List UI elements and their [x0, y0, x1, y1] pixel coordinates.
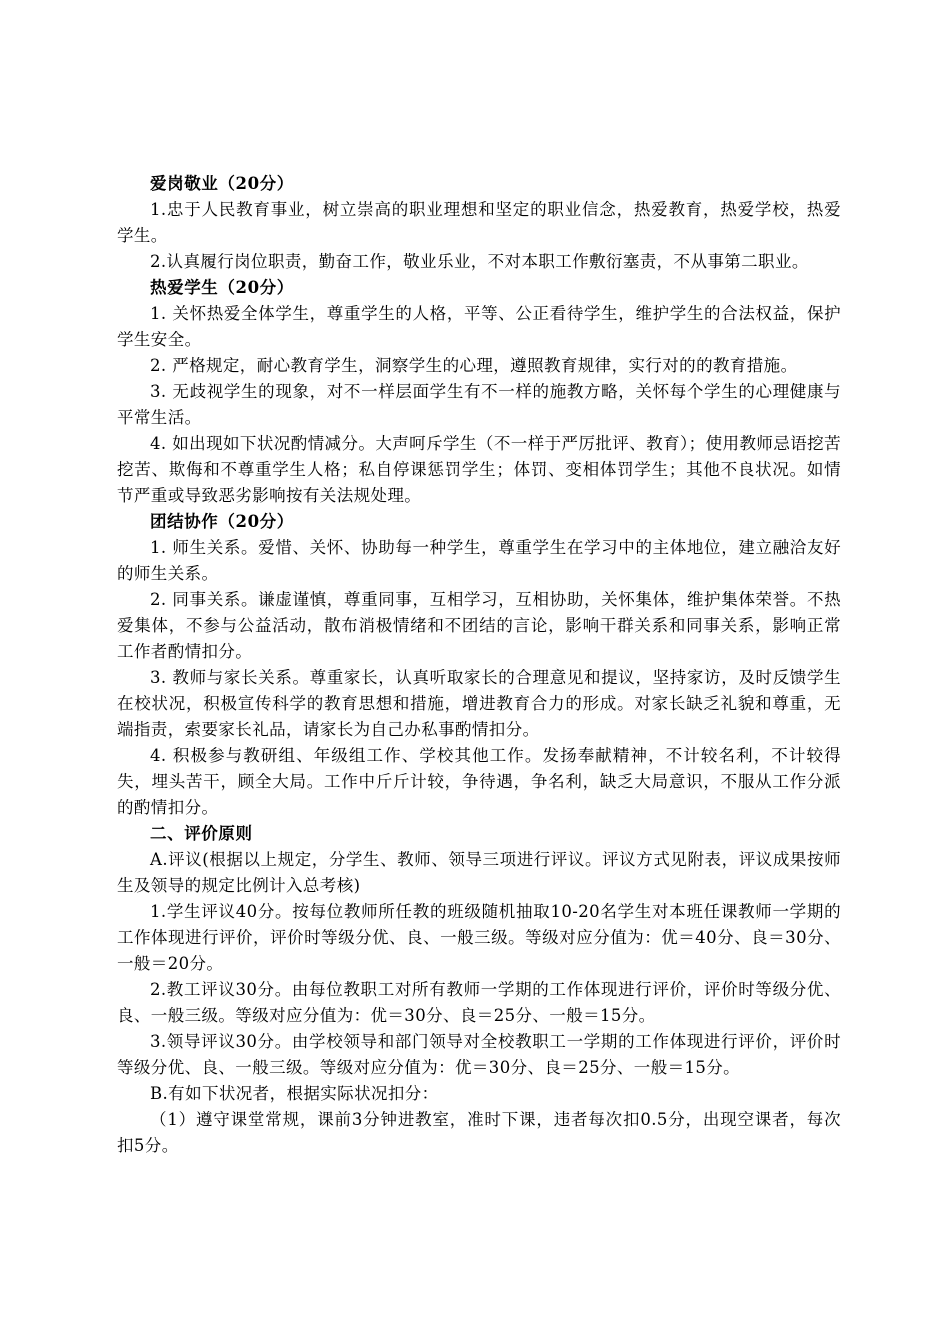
paragraph: 3.领导评议30分。由学校领导和部门领导对全校教职工一学期的工作体现进行评价，评价时等级分优、良、一般三级。等级对应分值为：优＝30分、良＝25分、一般＝15分。 — [117, 1032, 841, 1077]
section-heading-dedication: 爱岗敬业（20分） — [150, 174, 294, 193]
section-heading-teamwork: 团结协作（20分） — [150, 512, 294, 531]
paragraph: （1）遵守课堂常规，课前3分钟进教室，准时下课，违者每次扣0.5分，出现空课者，每次扣5分。 — [117, 1110, 841, 1155]
paragraph: 2. 同事关系。谦虚谨慎，尊重同事，互相学习，互相协助，关怀集体，维护集体荣誉。不热爱集体，不参与公益活动，散布消极情绪和不团结的言论，影响干群关系和同事关系，影响正常工作者酌情扣分。 — [117, 590, 841, 661]
paragraph: 2.教工评议30分。由每位教职工对所有教师一学期的工作体现进行评价，评价时等级分优、良、一般三级。等级对应分值为：优＝30分、良＝25分、一般＝15分。 — [117, 980, 841, 1025]
document-page — [117, 171, 841, 1159]
paragraph: 4. 积极参与教研组、年级组工作、学校其他工作。发扬奉献精神，不计较名利，不计较得失，埋头苦干，顾全大局。工作中斤斤计较，争待遇，争名利，缺乏大局意识，不服从工作分派的酌情扣分。 — [117, 746, 841, 817]
paragraph: 3. 无歧视学生的现象，对不一样层面学生有不一样的施教方略，关怀每个学生的心理健康与平常生活。 — [117, 382, 841, 427]
paragraph: 1.学生评议40分。按每位教师所任教的班级随机抽取10-20名学生对本班任课教师一学期的工作体现进行评价，评价时等级分优、良、一般三级。等级对应分值为：优＝40分、良＝30分、一般＝20分。 — [117, 902, 841, 973]
paragraph: 3. 教师与家长关系。尊重家长，认真听取家长的合理意见和提议，坚持家访，及时反馈学生在校状况，积极宣传科学的教育思想和措施，增进教育合力的形成。对家长缺乏礼貌和尊重，无端指责，索要家长礼品，请家长为自己办私事酌情扣分。 — [117, 668, 841, 739]
paragraph: B.有如下状况者，根据实际状况扣分： — [150, 1084, 439, 1103]
paragraph: A.评议(根据以上规定，分学生、教师、领导三项进行评议。评议方式见附表，评议成果按师生及领导的规定比例计入总考核) — [117, 850, 841, 895]
section-heading-evaluation-principles: 二、评价原则 — [150, 824, 253, 843]
paragraph: 2. 严格规定，耐心教育学生，洞察学生的心理，遵照教育规律，实行对的的教育措施。 — [150, 356, 798, 375]
paragraph: 1.忠于人民教育事业，树立崇高的职业理想和坚定的职业信念，热爱教育，热爱学校，热爱学生。 — [117, 200, 841, 245]
section-heading-love-students: 热爱学生（20分） — [150, 278, 294, 297]
paragraph: 1. 师生关系。爱惜、关怀、协助每一种学生，尊重学生在学习中的主体地位，建立融洽友好的师生关系。 — [117, 538, 841, 583]
paragraph: 1. 关怀热爱全体学生，尊重学生的人格，平等、公正看待学生，维护学生的合法权益，保护学生安全。 — [117, 304, 841, 349]
paragraph: 2.认真履行岗位职责，勤奋工作，敬业乐业，不对本职工作敷衍塞责，不从事第二职业。 — [150, 252, 809, 271]
paragraph: 4. 如出现如下状况酌情减分。大声呵斥学生（不一样于严厉批评、教育）；使用教师忌语挖苦挖苦、欺侮和不尊重学生人格；私自停课惩罚学生；体罚、变相体罚学生；其他不良状况。如情节严重或导致恶劣影响按有关法规处理。 — [117, 434, 841, 505]
